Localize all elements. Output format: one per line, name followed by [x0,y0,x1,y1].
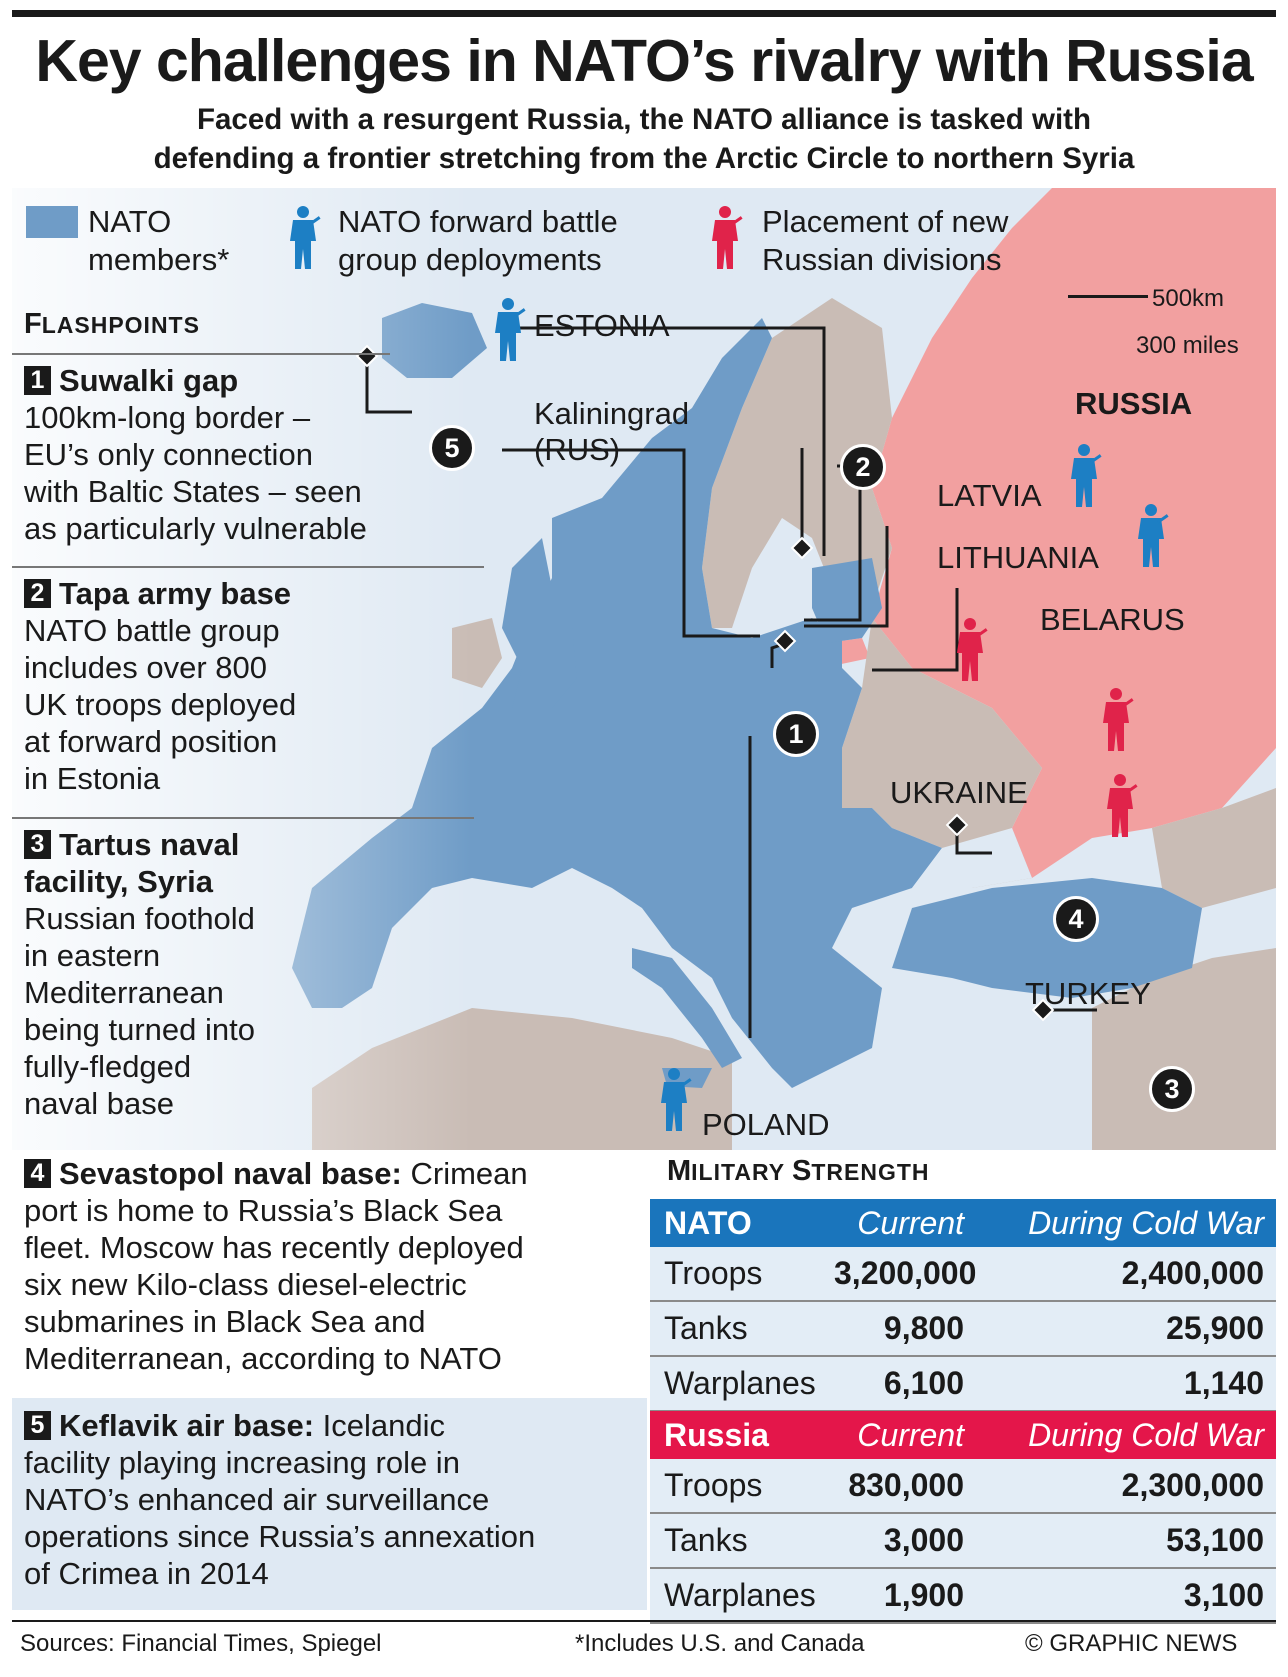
flashpoints-heading-initial: F [24,308,42,340]
table-row [650,1569,1276,1624]
flashpoint-text: at forward position [24,724,278,759]
flashpoint-text: being turned into [24,1012,255,1047]
col-cold-war: During Cold War [1028,1204,1264,1241]
flashpoint-text: facility playing increasing role in [24,1445,460,1480]
flashpoint-text: UK troops deployed [24,687,297,722]
row-label: Troops [664,1255,763,1291]
marker-5: 5 [429,425,475,471]
flashpoint-title-line2: facility, Syria [24,864,213,899]
nato-header-bar [650,1199,1276,1247]
russian-soldier-2-icon [1098,687,1134,753]
table-row [650,1357,1276,1412]
flashpoints-heading [24,308,200,341]
label-poland: POLAND [702,1107,830,1142]
legend-nato-deployments [338,203,618,279]
subtitle-line-1: Faced with a resurgent Russia, the NATO alliance is tasked with [196,103,1091,136]
ms-heading-initial1: M [667,1155,692,1187]
footer-rule [12,1620,1276,1622]
legend-russian-divisions [762,203,1008,279]
flashpoint-text: Mediterranean [24,975,224,1010]
flashpoint-text: operations since Russia’s annexation [24,1519,536,1554]
flashpoint-text: fully-fledged [24,1049,192,1084]
row-label: Warplanes [664,1577,816,1613]
flashpoint-number: 1 [24,366,51,395]
label-belarus: BELARUS [1040,602,1185,637]
divider [12,566,484,568]
row-current: 3,000 [883,1522,964,1558]
legend-nato-deploy-line1: NATO forward battle [338,204,618,239]
russian-soldier-icon [707,205,743,271]
label-latvia: LATVIA [937,478,1042,513]
row-cold-war: 53,100 [1166,1522,1264,1558]
flashpoint-title: Suwalki gap [59,363,239,398]
russia-strength-table [650,1411,1276,1624]
label-ukraine: UKRAINE [890,775,1028,810]
flashpoint-text: NATO battle group [24,613,280,648]
scale-miles-label: 300 miles [1136,332,1239,359]
table-row [650,1247,1276,1302]
row-current: 6,100 [883,1365,964,1401]
nato-label: NATO [664,1204,752,1241]
footer-credit: © GRAPHIC NEWS [1025,1630,1238,1657]
flashpoint-text: with Baltic States – seen [24,474,362,509]
label-kaliningrad-line1: Kaliningrad [534,396,690,431]
row-label: Troops [664,1467,763,1503]
legend-nato-members-line2: members* [88,242,230,277]
russia-label: Russia [664,1416,769,1453]
russia-header-bar [650,1411,1276,1459]
flashpoints-heading-rest: LASHPOINTS [41,312,200,338]
flashpoint-text: naval base [24,1086,174,1121]
nato-soldier-lithuania-icon [1133,503,1169,569]
nato-strength-table [650,1199,1276,1412]
divider [12,353,390,355]
col-current: Current [857,1204,964,1241]
flashpoint-4 [24,1155,528,1377]
flashpoint-text: NATO’s enhanced air surveillance [24,1482,490,1517]
nato-soldier-latvia-icon [1066,443,1102,509]
legend-nato-deploy-line2: group deployments [338,242,602,277]
flashpoint-5 [24,1407,535,1592]
flashpoint-text: includes over 800 [24,650,267,685]
row-cold-war: 25,900 [1166,1310,1264,1346]
marker-3: 3 [1149,1066,1195,1112]
ms-heading-initial2: S [792,1155,812,1187]
table-row [650,1514,1276,1569]
flashpoint-2 [24,575,296,797]
diamond-2 [792,538,812,558]
flashpoint-text: 100km-long border – [24,400,311,435]
russian-soldier-3-icon [1102,773,1138,839]
ms-heading-rest1: ILITARY [691,1159,793,1185]
flashpoint-text: EU’s only connection [24,437,313,472]
subtitle-line-2: defending a frontier stretching from the Arctic Circle to northern Syria [153,142,1135,175]
flashpoint-text: in eastern [24,938,161,973]
label-kaliningrad-line2: (RUS) [534,432,621,467]
legend-nato-members [88,203,229,279]
row-current: 3,200,000 [834,1255,977,1291]
footer-sources: Sources: Financial Times, Spiegel [20,1630,382,1657]
label-turkey: TURKEY [1025,976,1151,1011]
nato-soldier-icon [285,205,321,271]
flashpoint-title: Tartus naval [59,827,240,862]
flashpoint-text: six new Kilo-class diesel-electric [24,1267,467,1302]
label-lithuania: LITHUANIA [937,540,1099,575]
flashpoint-text: port is home to Russia’s Black Sea [24,1193,503,1228]
divider [12,817,474,819]
marker-1: 1 [773,711,819,757]
flashpoint-title: Sevastopol naval base: [59,1156,402,1191]
top-rule [12,10,1276,17]
flashpoint-1 [24,362,367,547]
legend-russian-div-line2: Russian divisions [762,242,1002,277]
flashpoint-text: Icelandic [314,1408,445,1443]
table-row [650,1302,1276,1357]
row-cold-war: 2,400,000 [1121,1255,1264,1291]
flashpoint-text: Crimean [401,1156,528,1191]
flashpoint-number: 2 [24,579,51,608]
col-cold-war: During Cold War [1028,1416,1264,1453]
footer-note: *Includes U.S. and Canada [575,1630,865,1657]
legend-nato-members-line1: NATO [88,204,172,239]
row-label: Tanks [664,1522,748,1558]
col-current: Current [857,1416,964,1453]
row-current: 830,000 [848,1467,964,1503]
nato-members-swatch [26,206,78,238]
flashpoint-text: of Crimea in 2014 [24,1556,269,1591]
row-current: 9,800 [883,1310,964,1346]
russian-soldier-1-icon [952,617,988,683]
marker-4: 4 [1053,896,1099,942]
flashpoint-text: Mediterranean, according to NATO [24,1341,502,1376]
flashpoint-title: Keflavik air base: [59,1408,315,1443]
label-kaliningrad [534,396,689,468]
table-row [650,1459,1276,1514]
label-estonia: ESTONIA [534,308,670,343]
label-russia: RUSSIA [1075,386,1193,421]
ms-heading-rest2: TRENGTH [811,1159,930,1185]
flashpoint-text: in Estonia [24,761,161,796]
marker-2: 2 [840,444,886,490]
flashpoint-number: 3 [24,830,51,859]
scale-bar [1068,295,1148,298]
flashpoint-number: 4 [24,1159,51,1188]
legend-russian-div-line1: Placement of new [762,204,1009,239]
flashpoint-text: as particularly vulnerable [24,511,367,546]
row-current: 1,900 [883,1577,964,1613]
page-title: Key challenges in NATO’s rivalry with Russia [35,28,1253,94]
row-label: Warplanes [664,1365,816,1401]
flashpoint-text: fleet. Moscow has recently deployed [24,1230,524,1265]
nato-soldier-poland-icon [656,1067,692,1133]
flashpoint-3 [24,826,255,1122]
row-cold-war: 3,100 [1183,1577,1264,1613]
flashpoint-text: Russian foothold [24,901,255,936]
flashpoint-title: Tapa army base [59,576,292,611]
page-subtitle [40,100,1248,178]
row-cold-war: 2,300,000 [1121,1467,1264,1503]
row-cold-war: 1,140 [1183,1365,1264,1401]
scale-km-label: 500km [1152,285,1225,312]
row-label: Tanks [664,1310,748,1346]
nato-soldier-estonia-icon [490,297,526,363]
flashpoint-number: 5 [24,1411,51,1440]
military-strength-heading [667,1155,930,1188]
flashpoint-text: submarines in Black Sea and [24,1304,426,1339]
